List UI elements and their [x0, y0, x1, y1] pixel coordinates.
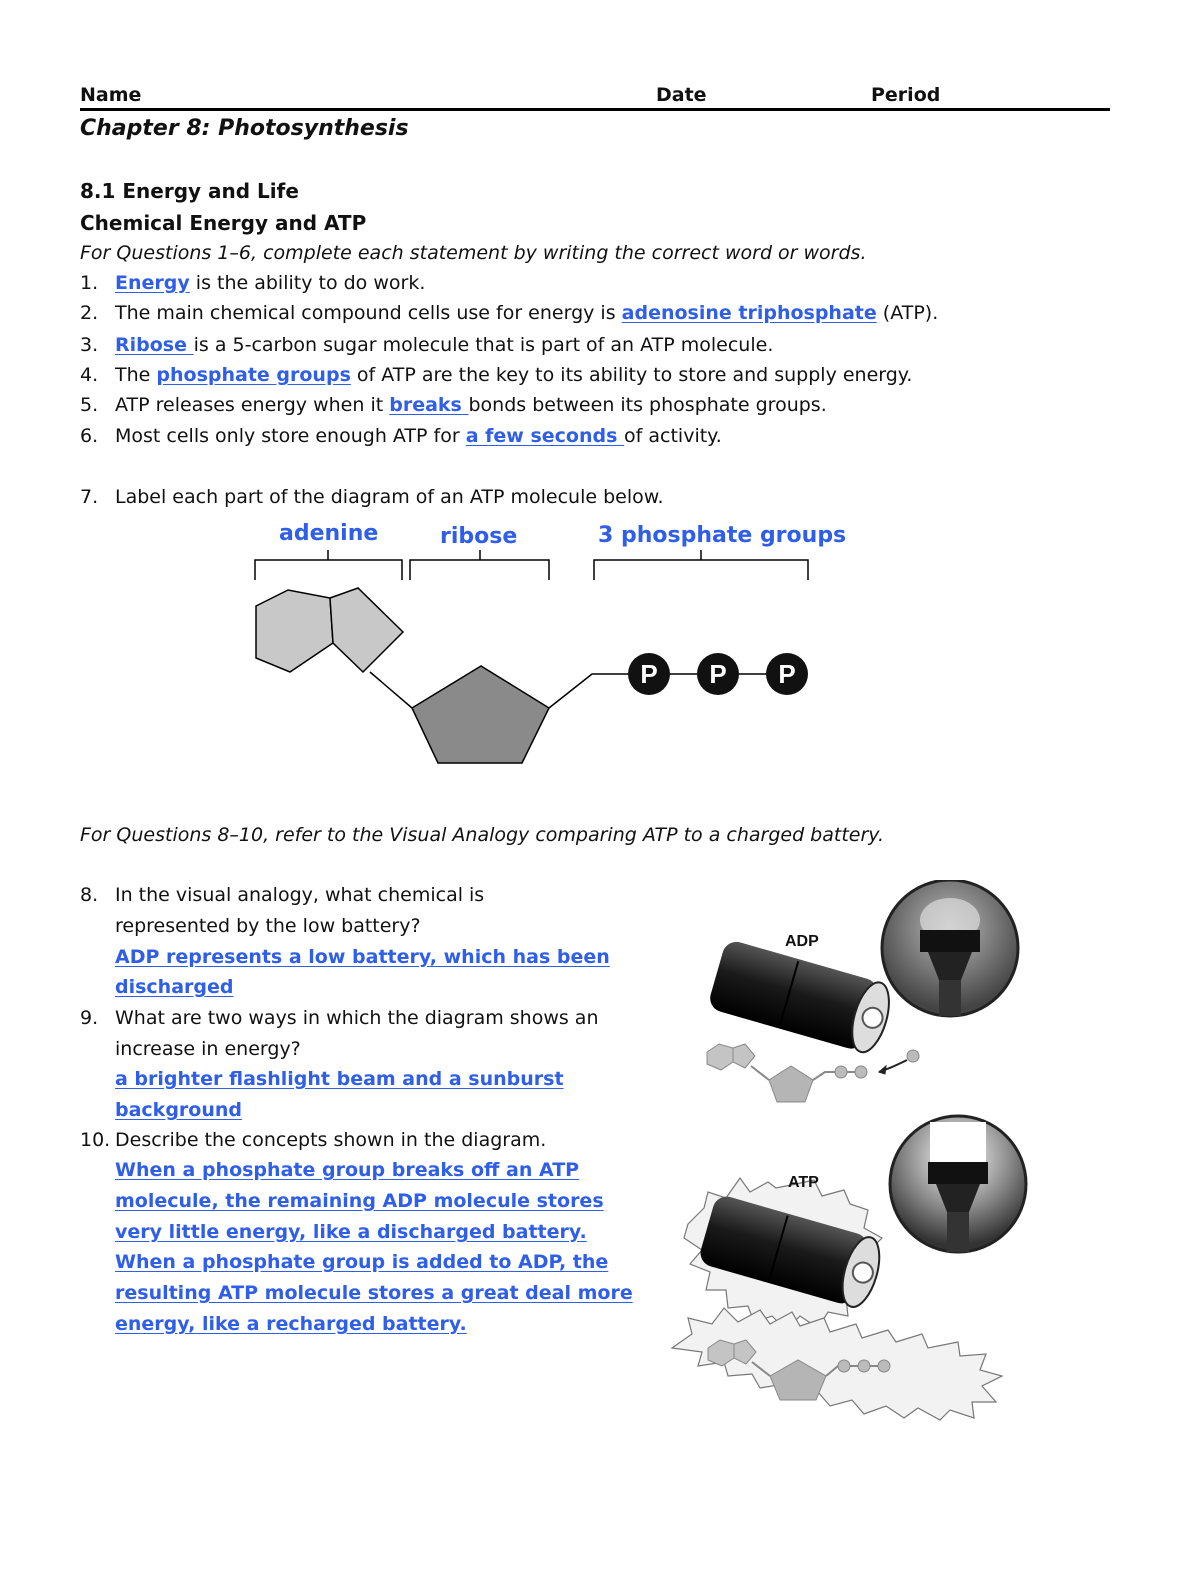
question-10: [80, 1129, 546, 1151]
phosphate-2: [697, 653, 739, 695]
q-text: Describe the concepts shown in the diagram.: [115, 1129, 547, 1151]
q-number: 1.: [80, 272, 99, 294]
q-text: ATP releases energy when it: [115, 394, 390, 416]
flashlight-dim-icon: [882, 880, 1018, 1016]
answer-9-line1: a brighter flashlight beam and a sunburst: [115, 1068, 564, 1090]
q-text: is the ability to do work.: [189, 272, 426, 294]
question-4: [80, 364, 912, 386]
question-8: [80, 884, 484, 906]
question-6: [80, 425, 722, 447]
q-number: 2.: [80, 302, 99, 324]
q-text: Most cells only store enough ATP for: [115, 425, 466, 447]
q-number: 4.: [80, 364, 99, 386]
instructions-1-6: For Questions 1–6, complete each statement by writing the correct word or words.: [80, 242, 867, 264]
question-3: [80, 334, 773, 356]
question-5: [80, 394, 827, 416]
battery-low-icon: [707, 939, 896, 1057]
q-text: What are two ways in which the diagram shows an: [115, 1007, 599, 1029]
question-9: [80, 1007, 599, 1029]
question-8-line2: represented by the low battery?: [115, 915, 421, 937]
answer: breaks: [389, 394, 469, 416]
label-phosphates: 3 phosphate groups: [598, 523, 847, 548]
brackets: [255, 550, 808, 580]
phosphate-letter: P: [778, 659, 796, 689]
atp-diagram: [240, 550, 840, 775]
instructions-8-10: For Questions 8–10, refer to the Visual Analogy comparing ATP to a charged battery.: [80, 824, 885, 846]
answer-10-line6: energy, like a recharged battery.: [115, 1313, 467, 1335]
q-text: (ATP).: [876, 302, 939, 324]
q-text: In the visual analogy, what chemical is: [115, 884, 485, 906]
phosphate-3: [766, 653, 808, 695]
phosphate-letter: P: [640, 659, 658, 689]
bracket-adenine: [255, 550, 402, 580]
label-ribose: ribose: [440, 524, 518, 549]
answer: phosphate groups: [156, 364, 351, 386]
q-text: The: [115, 364, 157, 386]
name-label: Name: [80, 84, 142, 106]
q-text: is a 5-carbon sugar molecule that is part of an ATP molecule.: [193, 334, 774, 356]
answer-8-line1: ADP represents a low battery, which has been: [115, 946, 610, 968]
question-7: [80, 486, 664, 508]
page-title: Chapter 8: Photosynthesis: [80, 116, 409, 141]
answer-10-line5: resulting ATP molecule stores a great deal more: [115, 1282, 633, 1304]
adenine-hexagon: [256, 590, 333, 672]
q-text: bonds between its phosphate groups.: [468, 394, 827, 416]
header-rule: [80, 108, 1110, 111]
phosphate-1: [628, 653, 670, 695]
q-number: 5.: [80, 394, 99, 416]
q-text: The main chemical compound cells use for energy is: [115, 302, 622, 324]
section-subheading: Chemical Energy and ATP: [80, 211, 367, 235]
q-number: 7.: [80, 486, 99, 508]
bracket-ribose: [410, 550, 549, 580]
adp-label: ADP: [785, 933, 819, 950]
adp-analogy-illustration: [695, 880, 1035, 1110]
adenine-pentagon: [330, 588, 403, 672]
bracket-phosphates: [594, 550, 808, 580]
q-number: 9.: [80, 1007, 99, 1029]
answer: Ribose: [115, 334, 194, 356]
atp-analogy-illustration: [668, 1112, 1038, 1422]
q-text: Label each part of the diagram of an ATP molecule below.: [115, 486, 664, 508]
phosphate-letter: P: [709, 659, 727, 689]
question-1: [80, 272, 425, 294]
answer: a few seconds: [465, 425, 625, 447]
answer-8-line2: discharged: [115, 976, 234, 998]
answer-9-line2: background: [115, 1099, 242, 1121]
answer: Energy: [115, 272, 190, 294]
date-label: Date: [656, 84, 707, 106]
ribose-pentagon: [412, 666, 549, 763]
q-number: 10.: [80, 1129, 111, 1151]
label-adenine: adenine: [279, 521, 379, 546]
answer-10-line1: When a phosphate group breaks off an ATP: [115, 1159, 580, 1181]
q-text: of activity.: [624, 425, 722, 447]
answer: adenosine triphosphate: [621, 302, 877, 324]
q-number: 6.: [80, 425, 99, 447]
answer-10-line3: very little energy, like a discharged battery.: [115, 1221, 587, 1243]
section-heading: 8.1 Energy and Life: [80, 179, 299, 203]
q-text: of ATP are the key to its ability to store and supply energy.: [350, 364, 913, 386]
adp-molecule-icon: [707, 1044, 919, 1102]
q-number: 8.: [80, 884, 99, 906]
atp-label: ATP: [788, 1174, 819, 1191]
question-2: [80, 302, 938, 324]
answer-10-line2: molecule, the remaining ADP molecule stores: [115, 1190, 604, 1212]
flashlight-bright-icon: [890, 1116, 1026, 1252]
period-label: Period: [871, 84, 941, 106]
question-9-line2: increase in energy?: [115, 1038, 301, 1060]
q-number: 3.: [80, 334, 99, 356]
answer-10-line4: When a phosphate group is added to ADP, the: [115, 1251, 609, 1273]
